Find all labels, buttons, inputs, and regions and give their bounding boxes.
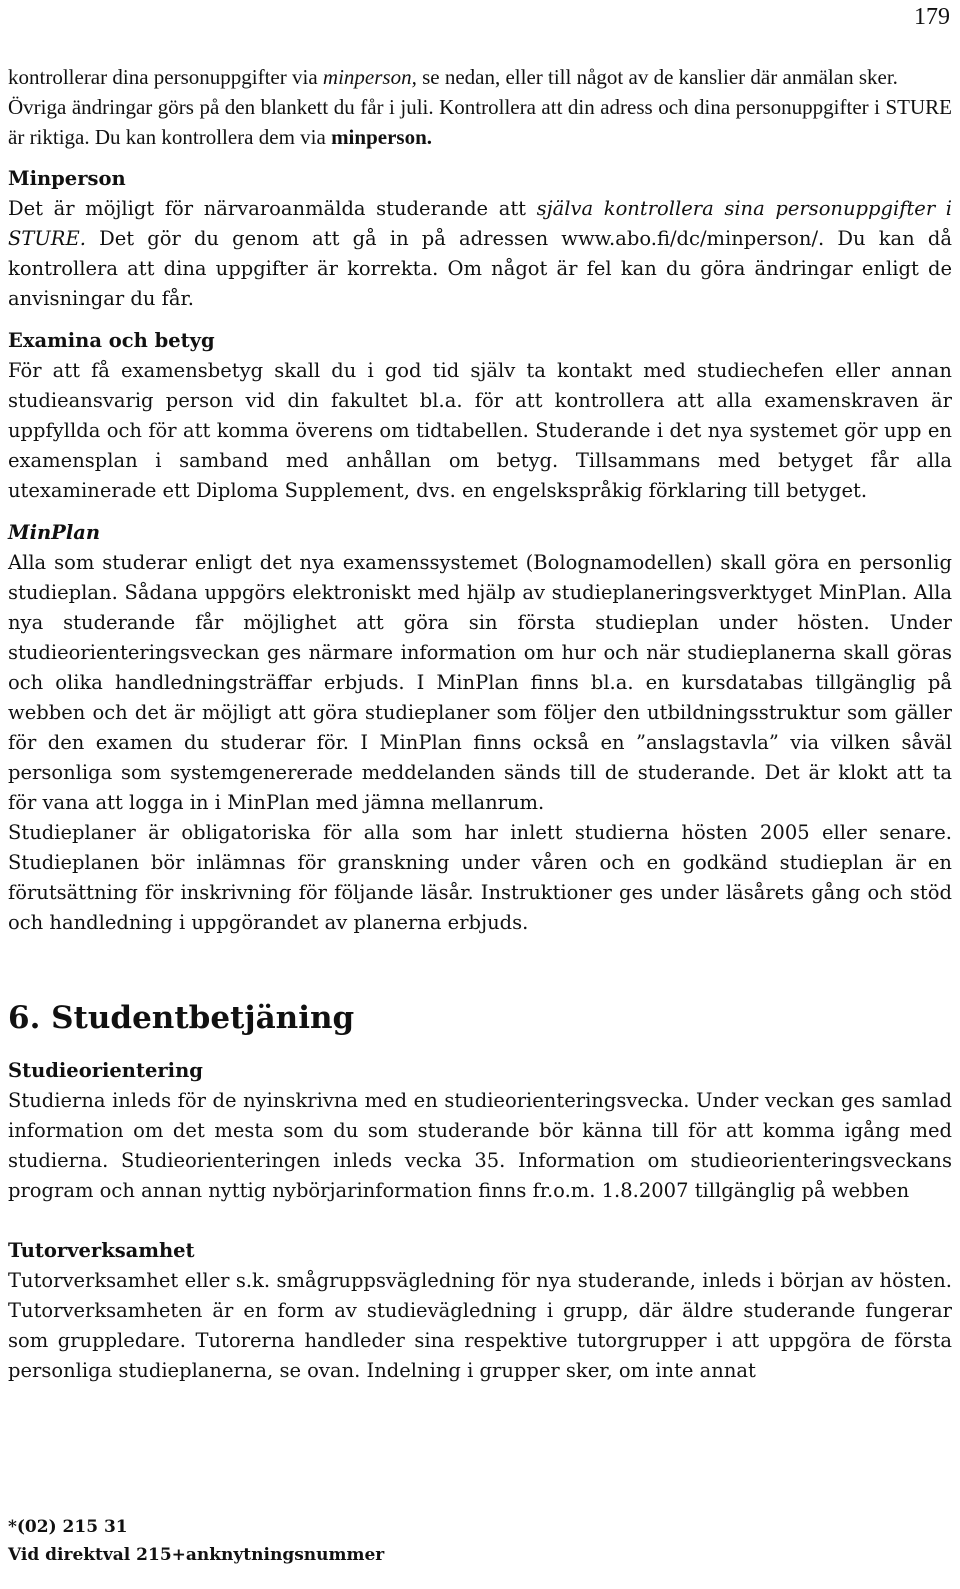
studieorientering-text: Studierna inleds för de nyinskrivna med en studieorienteringsvecka. Under veckan ges samlad information om det mesta som du som studerande bör känna till för att komma igång med studierna. Studieorienteringen inleds vecka 35. Information om studieorienteringsveckans program och annan nyttig nybörjarinformation finns fr.o.m. 1.8.2007 tillgänglig på webben: [8, 1089, 952, 1202]
footnote-direct-dial: Vid direktval 215+anknytningsnummer: [8, 1545, 385, 1565]
footnote-phone: *(02) 215 31: [8, 1517, 128, 1537]
section-tutorverksamhet: [8, 1236, 952, 1386]
intro-text-2a: Övriga ändringar görs på den blankett du får i juli. Kontrollera att din adress och dina personuppgifter i STURE är riktiga. Du kan kontrollera dem via: [8, 95, 952, 149]
minplan-heading: [8, 518, 952, 548]
examina-heading: Examina och betyg: [8, 329, 215, 352]
tutorverksamhet-text: Tutorverksamhet eller s.k. smågruppsvägledning för nya studerande, inleds i början av hösten. Tutorverksamheten är en form av studievägledning i grupp, där äldre studerande fungerar som gruppledare. Tutorerna handleder sina respektive tutorgrupper i att uppgöra de första personliga studieplanerna, se ovan. Indelning i grupper sker, om inte annat: [8, 1269, 952, 1382]
page-content: [8, 62, 952, 1386]
minplan-heading-text: MinPlan: [8, 521, 101, 544]
minplan-paragraph-1: Alla som studerar enligt det nya examenssystemet (Bolognamodellen) skall göra en personlig studieplan. Sådana uppgörs elektroniskt med hjälp av studieplaneringsverktyget MinPlan. Alla nya studerande får möjlighet att göra sin första studieplan under hösten. Under studieorienteringsveckan ges närmare information om hur och när studieplanerna skall göras och olika handledningsträffar erbjuds. I MinPlan finns bl.a. en kursdatabas tillgänglig på webben och det är möjligt att göra studieplaner som följer den utbildningsstruktur som gäller för den examen du studerar för. I MinPlan finns också en ”anslagstavla” via vilken såväl personliga som systemgenererade meddelanden sänds till de studerande. Det är klokt att ta för vana att logga in i MinPlan med jämna mellanrum.: [8, 551, 952, 814]
minperson-text: [8, 194, 952, 314]
tutorverksamhet-heading: Tutorverksamhet: [8, 1239, 195, 1262]
intro-paragraph-1: [8, 62, 952, 92]
intro-text-1b: se nedan, eller till något av de kanslier där anmälan sker.: [416, 65, 898, 89]
section-studieorientering: [8, 1056, 952, 1206]
page-number: 179: [914, 4, 950, 30]
section-minplan: [8, 518, 952, 938]
intro-paragraph-2: [8, 92, 952, 152]
chapter-title: 6. Studentbetjäning: [8, 1000, 355, 1036]
minplan-paragraph-2: Studieplaner är obligatoriska för alla som har inlett studierna hösten 2005 eller senare. Studieplanen bör inlämnas för granskning under våren och en godkänd studieplan är en förutsättning för inskrivning för följande läsår. Instruktioner ges under läsårets gång och stöd och handledning i uppgörandet av planerna erbjuds.: [8, 821, 952, 934]
intro-text-1a: kontrollerar dina personuppgifter via: [8, 65, 323, 89]
intro-text-2-bold: minperson.: [331, 125, 432, 149]
studieorientering-heading: Studieorientering: [8, 1059, 203, 1082]
intro-block: [8, 62, 952, 152]
minperson-text-italic: själva kontrollera sina personuppgifter i STURE.: [8, 197, 952, 250]
intro-text-1-italic: minperson,: [322, 65, 417, 89]
section-minperson: [8, 164, 952, 314]
minperson-text-1: Det är möjligt för närvaroanmälda studerande att: [8, 197, 537, 220]
footnote: [8, 1513, 384, 1569]
minperson-text-2: Det gör du genom att gå in på adressen www.abo.fi/dc/minperson/. Du kan då kontrollera att dina uppgifter är korrekta. Om något är fel kan du göra ändringar enligt de anvisningar du får.: [8, 227, 952, 310]
section-examina: [8, 326, 952, 506]
examina-text: För att få examensbetyg skall du i god tid själv ta kontakt med studiechefen eller annan studieansvarig person vid din fakultet bl.a. för att kontrollera att alla examenskraven är uppfyllda och för att komma överens om tidtabellen. Studerande i det nya systemet gör upp en examensplan i samband med anhållan om betyg. Tillsammans med betyget får alla utexaminerade ett Diploma Supplement, dvs. en engelskspråkig förklaring till betyget.: [8, 359, 952, 502]
minperson-heading: Minperson: [8, 167, 126, 190]
